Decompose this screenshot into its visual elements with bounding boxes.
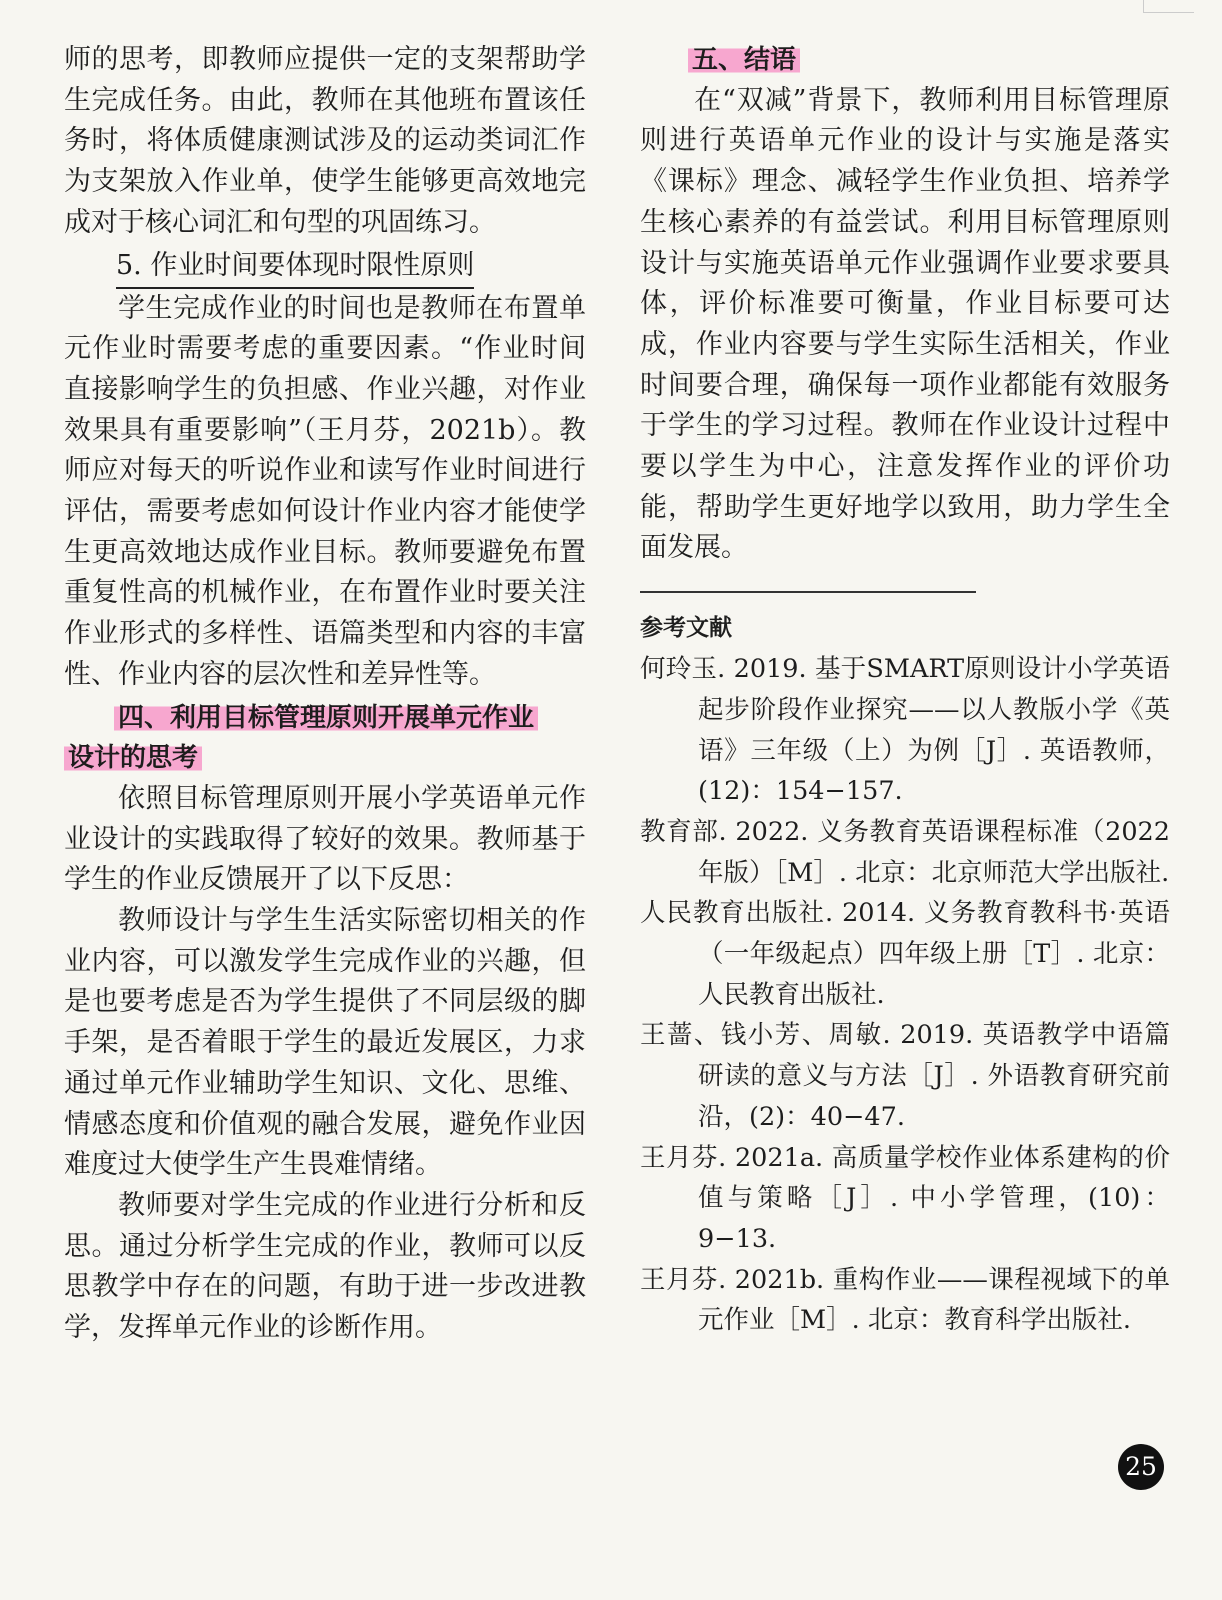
paragraph-time-principle: 学生完成作业的时间也是教师在布置单元作业时需要考虑的重要因素。“作业时间直接影响学生的负担感、作业兴趣，对作业效果具有重要影响”（王月芬，2021b）。教师应对每天的听说作业和读写作业时间进行评估，需要考虑如何设计作业内容才能使学生更高效地达成作业目标。教师要避免布置重复性高的机械作业，在布置作业时要关注作业形式的多样性、语篇类型和内容的丰富性、作业内容的层次性和差异性等。 (64, 292, 586, 690)
paragraph-continuation: 师的思考，即教师应提供一定的支架帮助学生完成任务。由此，教师在其他班布置该任务时，将体质健康测试涉及的运动类词汇作为支架放入作业单，使学生能够更高效地完成对于核心词汇和句型的巩固练习。 (64, 44, 586, 238)
footnote-divider (640, 591, 976, 593)
section-heading-4 (64, 698, 586, 779)
paragraph-reflection-intro: 依照目标管理原则开展小学英语单元作业设计的实践取得了较好的效果。教师基于学生的作业反馈展开了以下反思： (64, 782, 586, 896)
scan-corner-mark (1143, 0, 1194, 13)
left-column (64, 40, 586, 1349)
page-number-badge: 25 (1118, 1444, 1164, 1490)
reference-item: 人民教育出版社. 2014. 义务教育教科书·英语（一年级起点）四年级上册［T］. 北京：人民教育出版社. (640, 898, 1170, 1010)
paragraph-conclusion: 在“双减”背景下，教师利用目标管理原则进行英语单元作业的设计与实施是落实《课标》理念、减轻学生作业负担、培养学生核心素养的有益尝试。利用目标管理原则设计与实施英语单元作业强调作业要求要具体，评价标准要可衡量，作业目标要可达成，作业内容要与学生实际生活相关，作业时间要合理，确保每一项作业都能有效服务于学生的学习过程。教师在作业设计过程中要以学生为中心，注意发挥作业的评价功能，帮助学生更好地学以致用，助力学生全面发展。 (640, 84, 1170, 564)
section-heading-5-text: 五、结语 (688, 45, 800, 75)
section-heading-5 (688, 40, 1170, 81)
section-heading-4-line1: 四、利用目标管理原则开展单元作业 (114, 703, 538, 733)
paragraph-reflection-1: 教师设计与学生生活实际密切相关的作业内容，可以激发学生完成作业的兴趣，但是也要考虑是否为学生提供了不同层级的脚手架，是否着眼于学生的最近发展区，力求通过单元作业辅助学生知识、文化、思维、情感态度和价值观的融合发展，避免作业因难度过大使学生产生畏难情绪。 (64, 905, 586, 1181)
reference-item: 王蔷、钱小芳、周敏. 2019. 英语教学中语篇研读的意义与方法［J］. 外语教育研究前沿，(2)：40−47. (640, 1020, 1170, 1132)
subheading-time-principle: 5. 作业时间要体现时限性原则 (116, 246, 474, 289)
section-heading-4-line2: 设计的思考 (64, 743, 202, 773)
reference-item: 王月芬. 2021a. 高质量学校作业体系建构的价值与策略［J］. 中小学管理，(10)：9−13. (640, 1142, 1170, 1254)
reference-item: 何玲玉. 2019. 基于SMART原则设计小学英语起步阶段作业探究——以人教版小学《英语》三年级（上）为例［J］. 英语教师，(12)：154−157. (640, 654, 1170, 807)
right-column (640, 40, 1170, 1341)
references-title: 参考文献 (640, 615, 732, 642)
paragraph-reflection-2: 教师要对学生完成的作业进行分析和反思。通过分析学生完成的作业，教师可以反思教学中存在的问题，有助于进一步改进教学，发挥单元作业的诊断作用。 (64, 1189, 586, 1344)
reference-item: 王月芬. 2021b. 重构作业——课程视域下的单元作业［M］. 北京：教育科学出版社. (640, 1264, 1170, 1336)
references-list (640, 649, 1170, 1341)
reference-item: 教育部. 2022. 义务教育英语课程标准（2022年版）［M］. 北京：北京师范大学出版社. (640, 816, 1170, 888)
